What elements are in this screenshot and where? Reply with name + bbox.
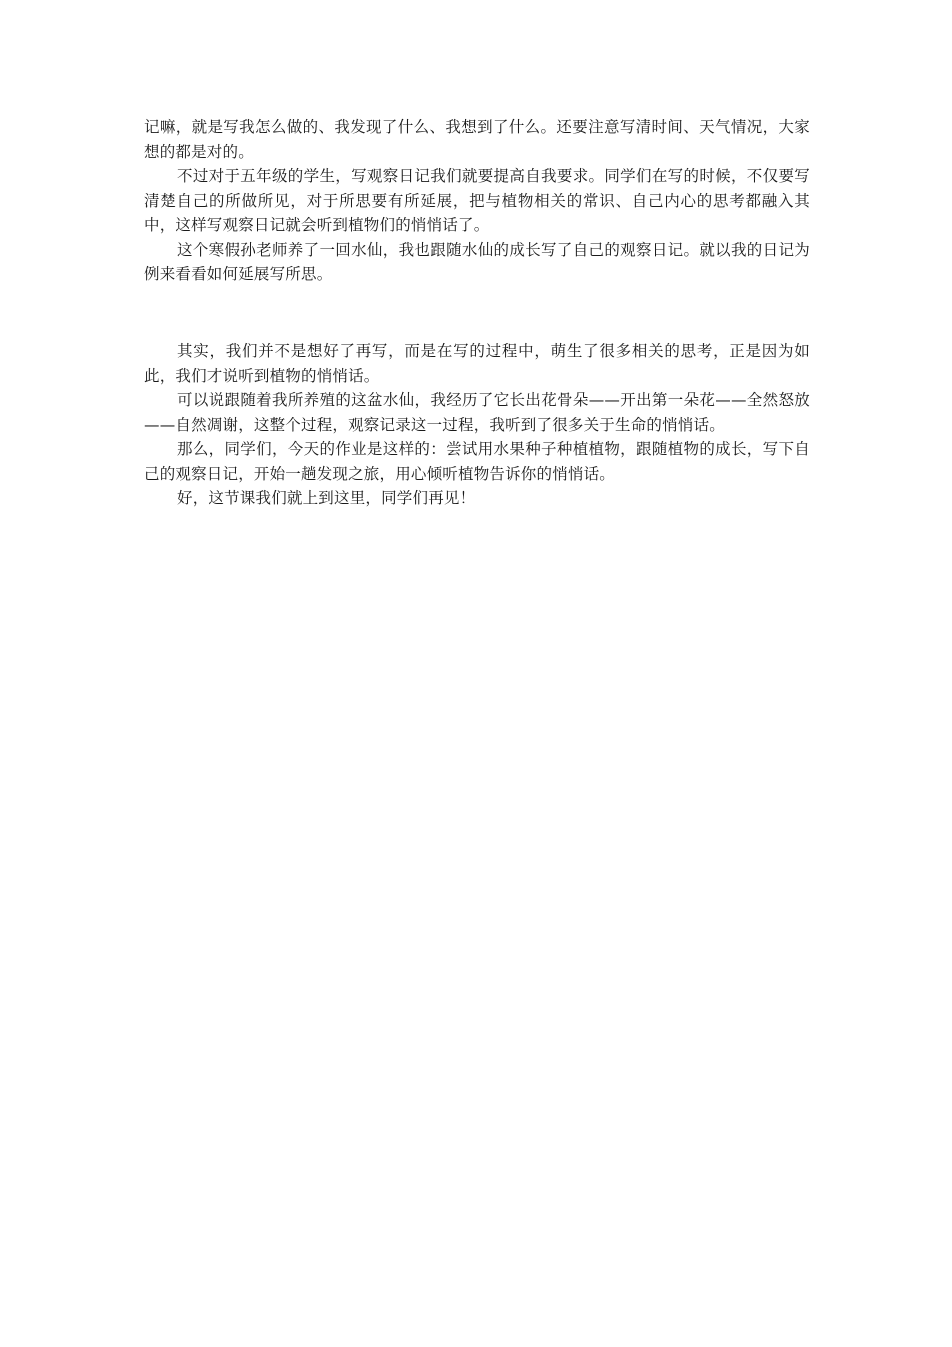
paragraph: 可以说跟随着我所养殖的这盆水仙，我经历了它长出花骨朵——开出第一朵花——全然怒放——自然凋谢，这整个过程，观察记录这一过程，我听到了很多关于生命的悄悄话。 (144, 391, 810, 434)
paragraph-continued: 记嘛，就是写我怎么做的、我发现了什么、我想到了什么。还要注意写清时间、天气情况，大家想的都是对的。 (144, 118, 810, 161)
paragraph: 其实，我们并不是想好了再写，而是在写的过程中，萌生了很多相关的思考，正是因为如此，我们才说听到植物的悄悄话。 (144, 342, 810, 385)
text-section-top (144, 115, 810, 287)
paragraph: 不过对于五年级的学生，写观察日记我们就要提高自我要求。同学们在写的时候，不仅要写清楚自己的所做所见，对于所思要有所延展，把与植物相关的常识、自己内心的思考都融入其中，这样写观察日记就会听到植物们的悄悄话了。 (144, 167, 810, 234)
paragraph: 这个寒假孙老师养了一回水仙，我也跟随水仙的成长写了自己的观察日记。就以我的日记为例来看看如何延展写所思。 (144, 240, 810, 283)
paragraph-closing: 好，这节课我们就上到这里，同学们再见！ (177, 489, 476, 507)
text-section-bottom (144, 339, 810, 511)
paragraph: 那么，同学们，今天的作业是这样的：尝试用水果种子种植植物，跟随植物的成长，写下自己的观察日记，开始一趟发现之旅，用心倾听植物告诉你的悄悄话。 (144, 440, 810, 483)
